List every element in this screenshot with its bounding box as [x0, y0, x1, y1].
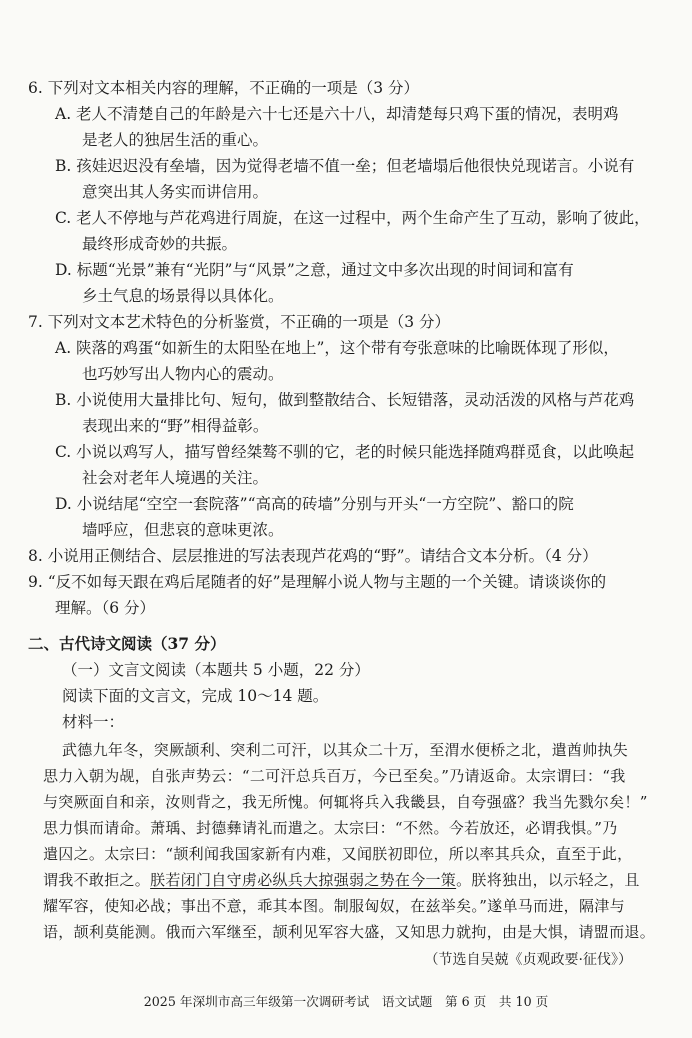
q6-option-a-cont: 是老人的独居生活的重心。 — [82, 131, 269, 149]
q6-option-d: D. 标题“光景”兼有“光阴”与“风景”之意，通过文中多次出现的时间词和富有 — [55, 261, 574, 279]
passage-line: 与突厥面自和亲，汝则背之，我无所愧。何辄将兵入我畿县，自夸强盛？我当先戮尔矣！” — [43, 793, 648, 811]
q7-option-a: A. 陕落的鸡蛋“如新生的太阳坠在地上”，这个带有夸张意味的比喻既体现了形似， — [55, 339, 619, 357]
q7-option-b-cont: 表现出来的“野”相得益彰。 — [82, 417, 269, 435]
passage-line-underlined — [43, 870, 640, 890]
passage-line: 耀军容，使知必战；事出不意，乖其本图。制服匈奴，在兹举矣。”遂单马而进，隔津与 — [43, 897, 625, 915]
passage-line: 思力惧而请命。萧瑀、封德彝请礼而遣之。太宗曰：“不然。今若放还，必谓我惧。”乃 — [43, 819, 618, 837]
q7-option-c-cont: 社会对老年人境遇的关注。 — [82, 469, 269, 487]
q6-option-b: B. 孩娃迟迟没有垒墙，因为觉得老墙不值一垒；但老墙塌后他很快兑现诺言。小说有 — [55, 157, 635, 175]
material-label: 材料一： — [62, 713, 125, 731]
q7-stem: 7. 下列对文本艺术特色的分析鉴赏，不正确的一项是（3 分） — [28, 313, 451, 331]
q9-stem-cont: 理解。（6 分） — [55, 599, 156, 617]
q6-stem: 6. 下列对文本相关内容的理解，不正确的一项是（3 分） — [28, 79, 420, 97]
q6-option-a: A. 老人不清楚自己的年龄是六十七还是六十八，却清楚每只鸡下蛋的情况，表明鸡 — [55, 105, 619, 123]
q7-option-d-cont: 墙呼应，但悲哀的意味更浓。 — [82, 521, 284, 539]
reading-instruction: 阅读下面的文言文，完成 10～14 题。 — [62, 687, 329, 705]
q6-option-c: C. 老人不停地与芦花鸡进行周旋，在这一过程中，两个生命产生了互动，影响了彼此， — [55, 209, 650, 227]
q8-stem: 8. 小说用正侧结合、层层推进的写法表现芦花鸡的“野”。请结合文本分析。（4 分） — [28, 547, 598, 565]
q7-option-b: B. 小说使用大量排比句、短句，做到整散结合、长短错落，灵动活泼的风格与芦花鸡 — [55, 391, 635, 409]
passage-line: 思力入朝为觇，自张声势云：“二可汗总兵百万，今已至矣。”乃请返命。太宗谓曰：“我 — [43, 767, 626, 785]
passage-line: 武德九年冬，突厥颉利、突利二可汗，以其众二十万，至渭水便桥之北，遣酋帅执失 — [62, 741, 629, 759]
underlined-sentence: 朕若闭门自守虏必纵兵大掠强弱之势在今一策 — [150, 871, 457, 889]
q7-option-a-cont: 也巧妙写出人物内心的震动。 — [82, 365, 284, 383]
q6-option-b-cont: 意突出其人务实而讲信用。 — [82, 183, 269, 201]
q9-stem: 9. “反不如每天跟在鸡后尾随者的好”是理解小说人物与主题的一个关键。请谈谈你的 — [28, 573, 607, 591]
section-title: 二、古代诗文阅读（37 分） — [28, 634, 226, 653]
page-footer: 2025 年深圳市高三年级第一次调研考试 语文试题 第 6 页 共 10 页 — [143, 994, 549, 1009]
q6-option-d-cont: 乡土气息的场景得以具体化。 — [82, 287, 284, 305]
passage-text: 谓我不敢拒之。 — [43, 871, 151, 889]
source-citation: （节选自吴兢《贞观政要·征伐》） — [424, 952, 632, 968]
passage-line: 遣囚之。太宗曰：“颉利闻我国家新有内难，又闻朕初即位，所以率其兵众，直至于此， — [43, 845, 633, 863]
passage-line: 语，颉利莫能测。俄而六军继至，颉利见军容大盛，又知思力就拘，由是大惧，请盟而退。 — [43, 923, 656, 941]
q6-option-c-cont: 最终形成奇妙的共振。 — [82, 235, 238, 253]
q7-option-d: D. 小说结尾“空空一套院落”“高高的砖墙”分别与开头“一方空院”、豁口的院 — [55, 495, 574, 513]
subsection-title: （一）文言文阅读（本题共 5 小题，22 分） — [62, 661, 370, 679]
q7-option-c: C. 小说以鸡写人，描写曾经桀骜不驯的它，老的时候只能选择随鸡群觅食，以此唤起 — [55, 443, 635, 461]
passage-text: 。朕将独出，以示轻之，且 — [456, 871, 640, 889]
